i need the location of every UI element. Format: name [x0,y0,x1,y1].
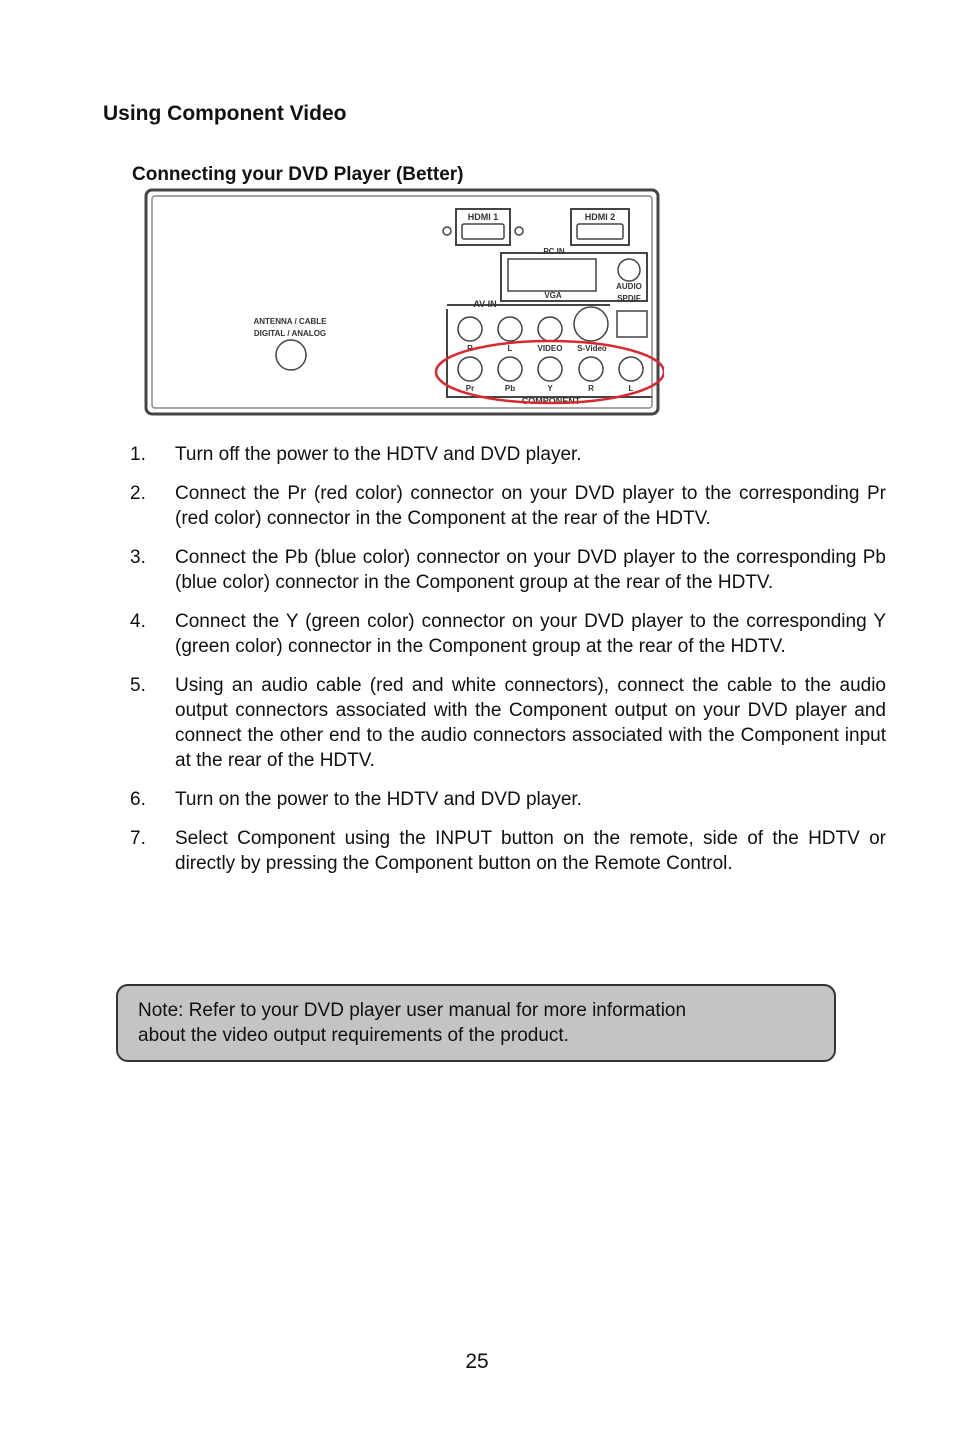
av-l-label: L [507,344,513,353]
step-text: Using an audio cable (red and white connectors), connect the cable to the audio output connectors associated with the Component output on your DVD player and connect the other end to the audio connectors associated with the Component input at the rear of the HDTV. [175,675,886,771]
hdmi1-label: HDMI 1 [467,212,499,222]
page-title: Using Component Video [103,102,347,125]
step-number: 6. [130,789,146,810]
section-subtitle: Connecting your DVD Player (Better) [132,164,464,185]
step-number: 1. [130,444,146,465]
list-item [130,545,886,595]
instruction-list [130,442,886,890]
audio-label: AUDIO [616,282,642,291]
step-text: Connect the Y (green color) connector on your DVD player to the corresponding Y (green color) connector in the Component group at the rear of the HDTV. [175,611,886,657]
component-l-label: L [628,384,634,393]
list-item [130,481,886,531]
step-number: 3. [130,547,146,568]
av-svideo-label: S-Video [577,344,607,353]
component-pb-label: Pb [504,384,516,393]
av-video-label: VIDEO [537,344,563,353]
vga-label: VGA [544,291,562,300]
hdmi2-label: HDMI 2 [584,212,616,222]
av-in-label: AV IN [473,299,497,309]
list-item [130,826,886,876]
component-y-label: Y [547,384,553,393]
spdif-label: SPDIF [617,294,641,303]
note-box [116,984,836,1062]
step-number: 2. [130,483,146,504]
antenna-label-line1: ANTENNA / CABLE [253,317,327,326]
step-text: Select Component using the INPUT button on the remote, side of the HDTV or directly by pressing the Component button on the Remote Control. [175,828,886,874]
step-number: 4. [130,611,146,632]
note-line-1: Note: Refer to your DVD player user manual for more information [138,1000,687,1021]
component-pr-label: Pr [465,384,475,393]
rear-panel-diagram [140,187,664,419]
component-label: COMPONENT [521,396,581,406]
list-item [130,673,886,773]
list-item [130,442,886,467]
step-text: Connect the Pr (red color) connector on your DVD player to the corresponding Pr (red color) connector in the Component at the rear of the HDTV. [175,483,886,529]
note-line-2: about the video output requirements of the product. [138,1025,569,1046]
component-r-label: R [588,384,594,393]
step-number: 7. [130,828,146,849]
step-text: Connect the Pb (blue color) connector on your DVD player to the corresponding Pb (blue color) connector in the Component group at the rear of the HDTV. [175,547,886,593]
step-text: Turn off the power to the HDTV and DVD player. [175,444,582,465]
list-item [130,787,886,812]
page-number: 25 [465,1350,489,1373]
step-text: Turn on the power to the HDTV and DVD player. [175,789,582,810]
antenna-label-line2: DIGITAL / ANALOG [253,329,327,338]
step-number: 5. [130,675,146,696]
list-item [130,609,886,659]
av-r-label: R [467,344,473,353]
pc-in-label: PC IN [543,247,565,256]
